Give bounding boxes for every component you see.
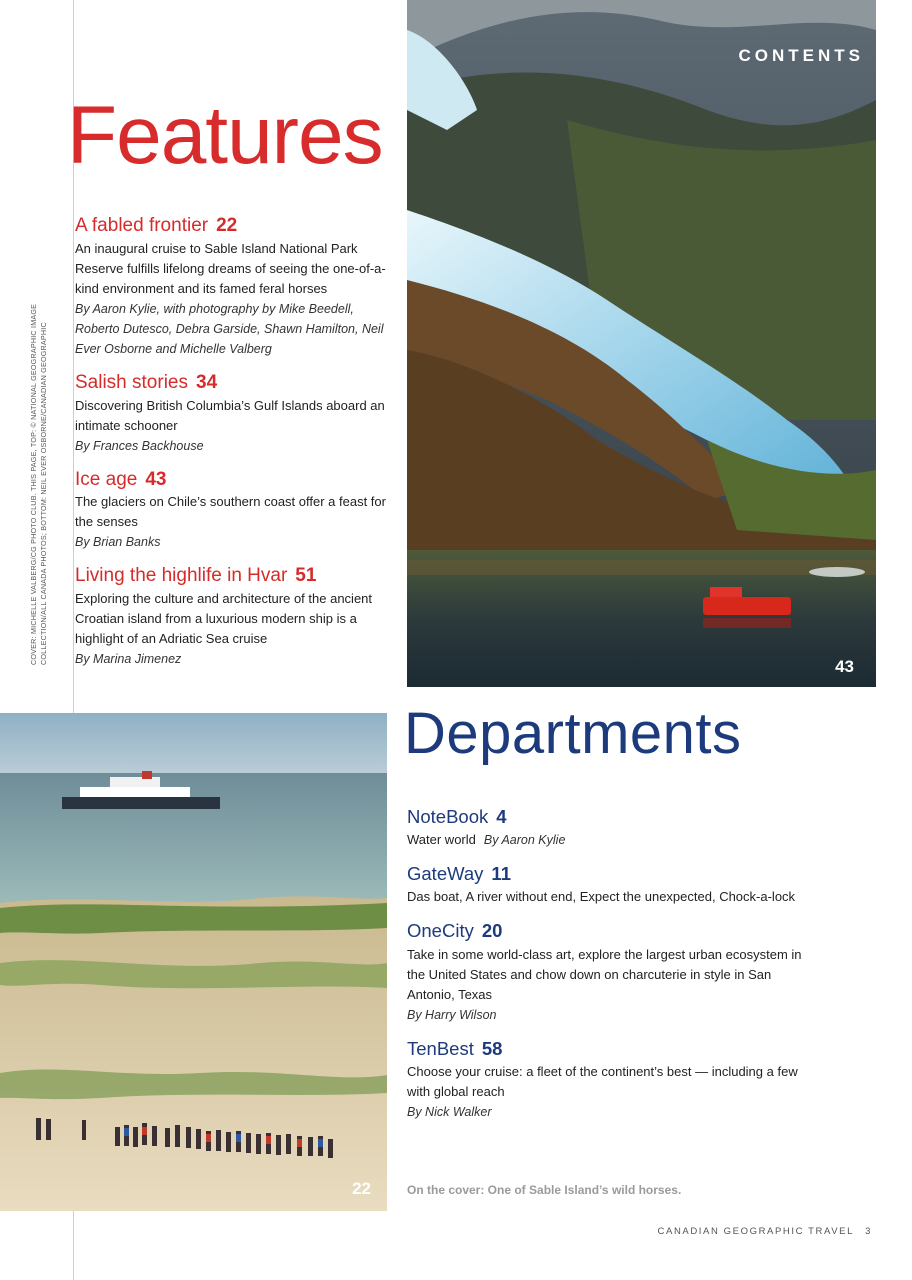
cover-note: On the cover: One of Sable Island’s wild horses.: [407, 1183, 682, 1197]
feature-page: 22: [216, 215, 238, 236]
feature-byline: By Marina Jimenez: [75, 652, 182, 667]
department-byline: By Nick Walker: [407, 1104, 492, 1119]
department-title[interactable]: NoteBook: [407, 806, 489, 827]
department-item[interactable]: [407, 920, 817, 1024]
department-page: 11: [491, 863, 511, 885]
feature-item[interactable]: [75, 469, 395, 553]
beach-illustration: [0, 713, 387, 1211]
department-page: 4: [496, 806, 507, 827]
department-byline: By Aaron Kylie: [483, 833, 566, 848]
photo-credit: COVER: MICHELLE VALBERG/CG PHOTO CLUB. THIS PAGE, TOP: © NATIONAL GEOGRAPHIC IMAGE COLLECTION/ALL CANADA PHOTOS; BOTTOM: NEIL EVER OSBORNE/CANADIAN GEOGRAPHIC: [29, 303, 48, 665]
feature-page: 51: [295, 565, 317, 587]
feature-byline: By Brian Banks: [75, 535, 161, 550]
department-title[interactable]: TenBest: [407, 1037, 474, 1059]
feature-byline: By Frances Backhouse: [75, 438, 204, 453]
department-page: 20: [481, 920, 503, 942]
feature-title[interactable]: Ice age: [75, 468, 138, 490]
department-page: 58: [481, 1037, 503, 1059]
departments-list: [407, 806, 817, 1135]
feature-page: 43: [145, 468, 167, 490]
photo-page-number: 43: [835, 657, 854, 676]
feature-description: Discovering British Columbia’s Gulf Islands aboard an intimate schooner: [75, 397, 385, 433]
department-item[interactable]: [407, 1038, 817, 1122]
department-item[interactable]: [407, 863, 817, 907]
feature-title[interactable]: Salish stories: [75, 371, 188, 393]
feature-item[interactable]: [75, 565, 395, 669]
features-list: [75, 215, 395, 682]
page-footer: [657, 1226, 872, 1237]
feature-title[interactable]: Living the highlife in Hvar: [75, 565, 288, 587]
page-number: 3: [865, 1226, 872, 1237]
feature-description: An inaugural cruise to Sable Island National Park Reserve fulfills lifelong dreams of seeing the one-of-a-kind environment and its famed feral horses: [75, 240, 386, 296]
sable-island-photo[interactable]: [0, 713, 387, 1211]
glacier-illustration: [407, 0, 876, 687]
departments-heading: Departments: [404, 701, 742, 766]
department-description: Water world: [407, 832, 476, 848]
feature-title[interactable]: A fabled frontier: [75, 215, 209, 236]
feature-description: Exploring the culture and architecture of the ancient Croatian island from a luxurious modern ship is a highlight of an Adriatic Sea cruise: [75, 591, 373, 647]
photo-page-number: 22: [352, 1179, 371, 1198]
features-heading: Features: [67, 90, 383, 181]
department-description: Das boat, A river without end, Expect the unexpected, Chock-a-lock: [407, 889, 796, 905]
department-description: Choose your cruise: a fleet of the continent’s best — including a few with global reach: [407, 1063, 798, 1099]
department-title[interactable]: GateWay: [407, 863, 484, 885]
feature-item[interactable]: [75, 215, 395, 359]
contents-label: CONTENTS: [738, 46, 864, 65]
department-byline: By Harry Wilson: [407, 1007, 497, 1022]
department-title[interactable]: OneCity: [407, 920, 474, 942]
feature-description: The glaciers on Chile’s southern coast offer a feast for the senses: [75, 494, 386, 530]
glacier-photo[interactable]: [407, 0, 876, 687]
feature-item[interactable]: [75, 372, 395, 456]
feature-byline: By Aaron Kylie, with photography by Mike Beedell, Roberto Dutesco, Debra Garside, Shawn Hamilton, Neil Ever Osborne and Michelle Valberg: [75, 301, 384, 356]
department-item[interactable]: [407, 806, 817, 850]
feature-page: 34: [196, 371, 218, 393]
department-description: Take in some world-class art, explore the largest urban ecosystem in the United States and chow down on charcuterie in style in San Antonio, Texas: [407, 946, 802, 1002]
magazine-name: CANADIAN GEOGRAPHIC TRAVEL: [657, 1226, 854, 1237]
